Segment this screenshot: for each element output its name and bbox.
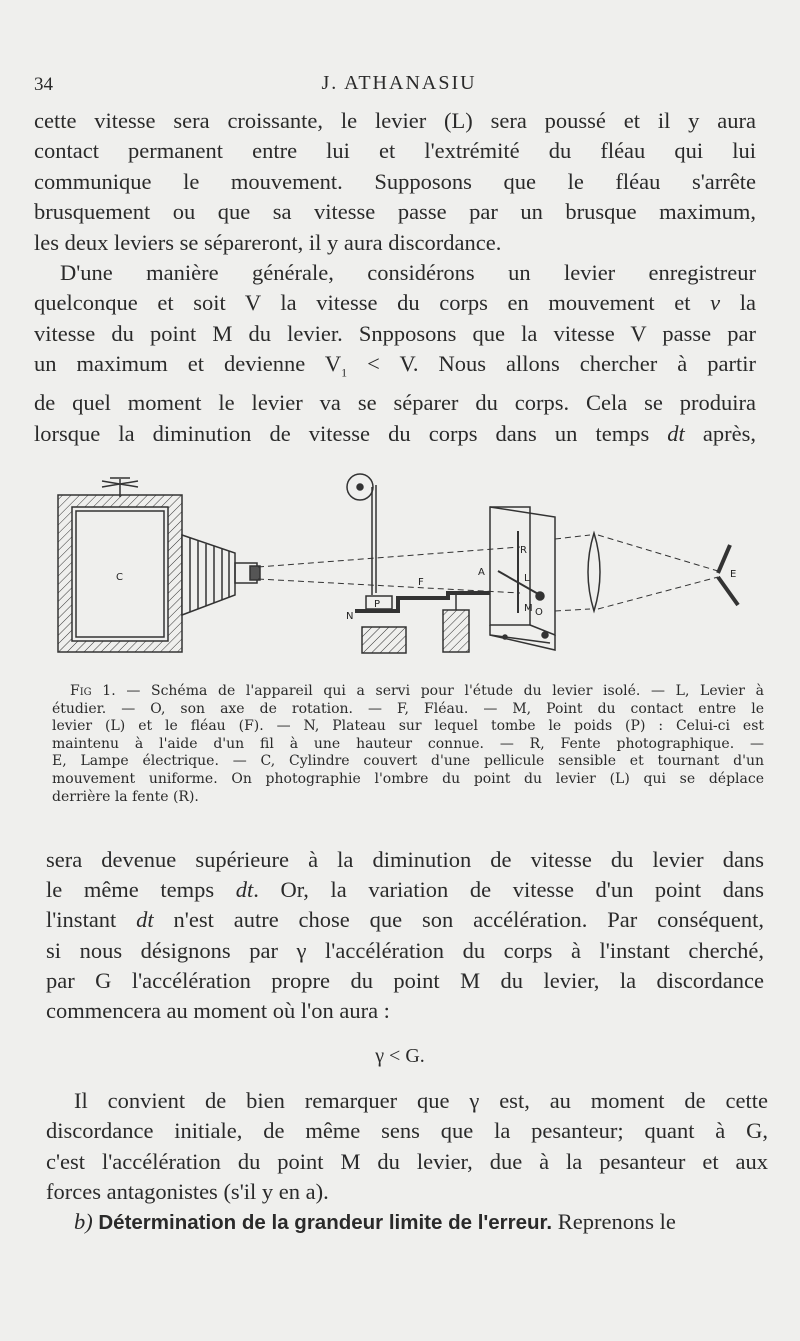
light-path (258, 535, 718, 611)
text-run: un maximum et devienne V (34, 351, 342, 377)
text-line: vitesse du point M du levier. Snpposons que la vitesse V passe par (34, 320, 756, 346)
text-run: . Or, la variation de vitesse d'un point dans (253, 877, 764, 903)
figure-caption (52, 683, 764, 806)
pivot-o (536, 592, 544, 600)
text-run: Reprenons le (552, 1209, 676, 1234)
label-p: P (374, 599, 381, 610)
text-line: sera devenue supérieure à la diminution de vitesse du levier dans (46, 847, 764, 872)
caption-line: levier (L) et le fléau (F). — N, Plateau sur lequel tombe le poids (P) : Celui-ci est (52, 718, 764, 735)
text-line: les deux leviers se sépareront, il y aura discordance. (34, 229, 502, 255)
text-run: < V. Nous allons chercher à partir (347, 351, 756, 377)
label-l: L (524, 573, 530, 584)
paragraph-2 (34, 258, 756, 449)
text-line: cette vitesse sera croissante, le levier (L) sera poussé et il y aura (34, 108, 756, 133)
text-line: Il convient de bien remarquer que γ est, au moment de cette (74, 1088, 768, 1113)
label-e: E (730, 569, 737, 580)
symbol-v: v (710, 290, 721, 316)
label-c: C (116, 572, 123, 583)
base-block-right (443, 610, 469, 652)
caption-line (52, 683, 764, 701)
cylinder-knob (102, 478, 138, 497)
apparatus-figure (50, 465, 770, 685)
page-header (34, 70, 764, 100)
caption-line: E, Lampe électrique. — C, Cylindre couvert d'une pellicule sensible et tournant d'un (52, 753, 764, 770)
caption-line: derrière la fente (R). (52, 788, 199, 805)
text-line: si nous désignons par γ l'accélération du corps à l'instant cherché, (46, 937, 764, 963)
text-line: communique le mouvement. Supposons que le fléau s'arrête (34, 168, 756, 194)
running-head: J. ATHANASIU (321, 72, 477, 94)
text-line: commencera au moment où l'on aura : (46, 998, 390, 1024)
caption-line: étudier. — O, son axe de rotation. — F, Fléau. — M, Point du contact entre le (52, 700, 764, 717)
lens (588, 533, 600, 611)
text-line: forces antagonistes (s'il y en a). (46, 1179, 329, 1205)
text-line: contact permanent entre lui et l'extrémité du fléau qui lui (34, 138, 756, 164)
text-line: discordance initiale, de même sens que la pesanteur; quant à G, (46, 1118, 768, 1144)
text-line (46, 905, 764, 935)
text-line (34, 349, 756, 388)
section-label: b) (74, 1209, 93, 1234)
paragraph-5 (46, 1207, 770, 1238)
formula: γ < G. (375, 1045, 425, 1067)
section-heading: Détermination de la grandeur limite de l'erreur. (98, 1211, 553, 1234)
text-line: c'est l'accélération du point M du levier, due à la pesanteur et aux (46, 1148, 768, 1174)
caption-line: maintenu à l'aide d'un fil à une hauteur connue. — R, Fente photographique. — (52, 735, 764, 752)
label-o: O (535, 607, 543, 618)
text-line: brusquement ou que sa vitesse passe par un brusque maximum, (34, 199, 756, 225)
symbol-dt: dt (667, 420, 685, 446)
paragraph-4 (46, 1086, 768, 1208)
pulley (347, 474, 376, 595)
base-block-left (362, 627, 406, 653)
figure-label: Fig 1. (70, 683, 116, 699)
label-f: F (418, 577, 424, 588)
label-r: R (520, 545, 527, 556)
symbol-dt: dt (136, 907, 154, 933)
bellows (182, 535, 260, 615)
text-run: — Schéma de l'appareil qui a servi pour l'étude du levier isolé. — L, Levier à (115, 683, 764, 699)
symbol-dt: dt (235, 877, 254, 903)
text-run: la (720, 290, 756, 316)
text-line (46, 875, 764, 905)
paragraph-1 (34, 106, 756, 258)
text-run: l'instant (46, 907, 137, 933)
label-m: M (524, 603, 533, 614)
paragraph-3 (46, 845, 764, 1026)
text-line (34, 288, 756, 318)
text-line (34, 419, 756, 449)
text-line: par G l'accélération propre du point M du levier, la discordance (46, 967, 764, 993)
text-run: n'est autre chose que son accélération. Par conséquent, (153, 907, 764, 933)
subscript: 1 (341, 365, 348, 380)
text-run: le même temps (46, 877, 236, 903)
label-n: N (346, 611, 354, 622)
page-number: 34 (34, 74, 53, 95)
text-line: D'une manière générale, considérons un levier enregistreur (60, 260, 756, 285)
text-run: quelconque et soit V la vitesse du corps en mouvement et (34, 290, 711, 316)
slit-panel (490, 507, 555, 650)
label-a: A (478, 567, 485, 578)
caption-line: mouvement uniforme. On photographie l'ombre du point du levier (L) qui se déplace (52, 770, 764, 787)
text-run: lorsque la diminution de vitesse du corps dans un temps (34, 420, 668, 446)
text-line (46, 1207, 770, 1238)
text-run: après, (684, 420, 756, 446)
text-line: de quel moment le levier va se séparer du corps. Cela se produira (34, 390, 756, 416)
